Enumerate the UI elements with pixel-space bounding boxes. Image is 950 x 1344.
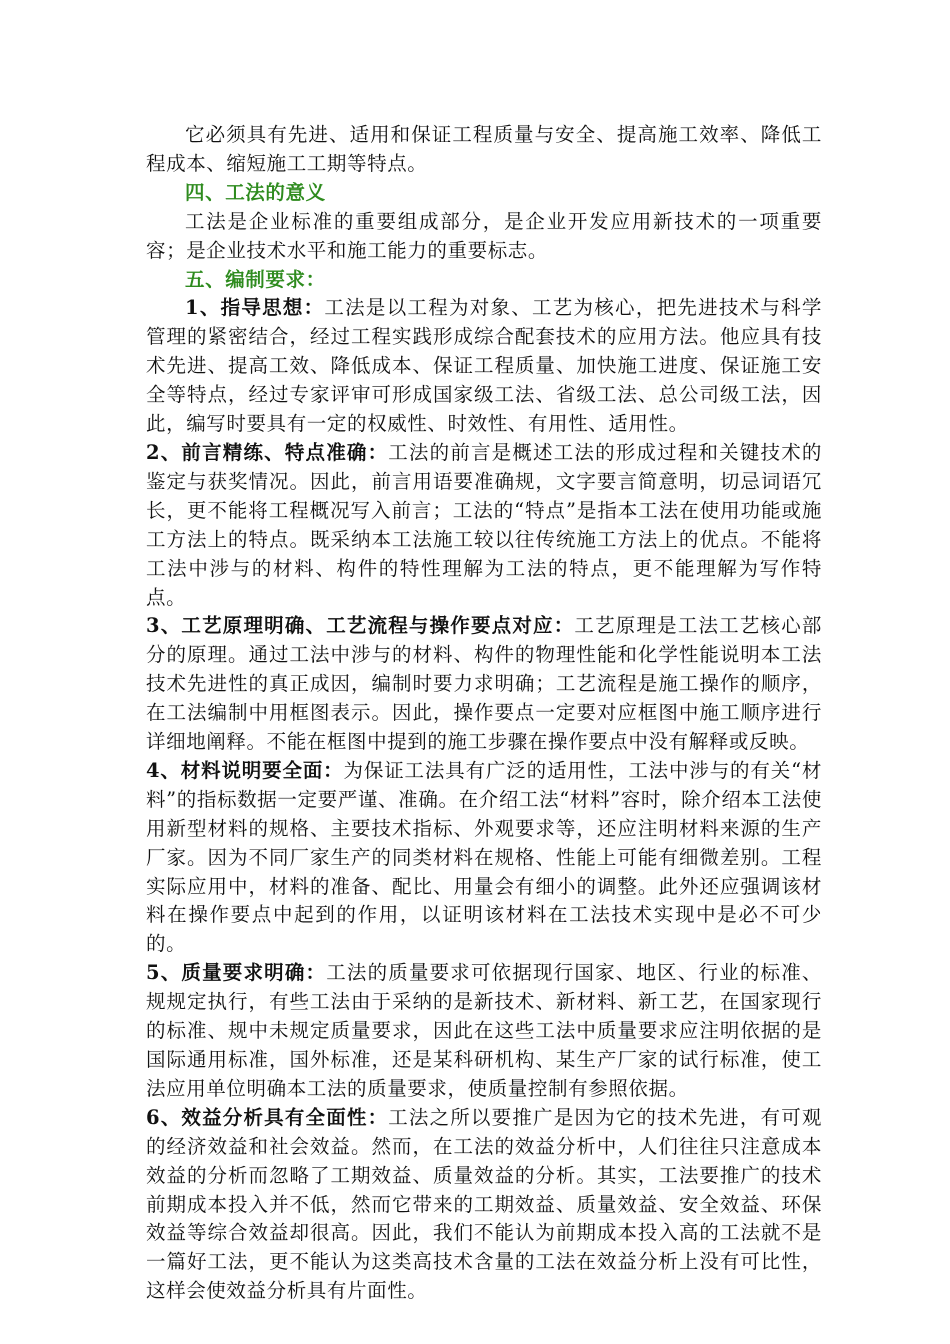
section-four-heading: 四、工法的意义 [185,180,326,204]
requirement-item-3 [146,612,822,757]
requirement-item-4-lead: 4、材料说明要全面： [146,758,344,782]
requirement-item-3-text: 工艺原理是工法工艺核心部分的原理。通过工法中涉与的材料、构件的物理性能和化学性能说明本工法技术先进性的真正成因，编制时要力求明确；工艺流程是施工操作的顺序，在工法编制中用框图表示。因此，操作要点一定要对应框图中施工顺序进行详细地阐释。不能在框图中提到的施工步骤在操作要点中没有解释或反映。 [146,614,823,754]
requirement-item-2-text: 工法的前言是概述工法的形成过程和关键技术的鉴定与获奖情况。因此，前言用语要准确规，文字要言简意明，切忌词语冗长，更不能将工程概况写入前言；工法的“特点”是指本工法在使用功能或施工方法上的特点。既采纳本工法施工较以往传统施工方法上的优点。不能将工法中涉与的材料、构件的特性理解为工法的特点，更不能理解为写作特点。 [146,440,822,609]
document-body [146,121,822,1306]
requirement-item-6 [146,1104,822,1306]
requirement-item-2 [146,439,822,612]
requirement-item-5 [146,959,822,1104]
requirement-item-6-text: 工法之所以要推广是因为它的技术先进，有可观的经济效益和社会效益。然而，在工法的效益分析中，人们往往只注意成本效益的分析而忽略了工期效益、质量效益的分析。其实，工法要推广的技术前期成本投入并不低，然而它带来的工期效益、质量效益、安全效益、环保效益等综合效益却很高。因此，我们不能认为前期成本投入高的工法就不是一篇好工法，更不能认为这类高技术含量的工法在效益分析上没有可比性，这样会使效益分析具有片面性。 [146,1105,822,1303]
requirement-item-4-text: 为保证工法具有广泛的适用性，工法中涉与的有关“材料”的指标数据一定要严谨、准确。在介绍工法“材料”容时，除介绍本工法使用新型材料的规格、主要技术指标、外观要求等，还应注明材料来源的生产厂家。因为不同厂家生产的同类材料在规格、性能上可能有细微差别。工程实际应用中，材料的准备、配比、用量会有细小的调整。此外还应强调该材料在操作要点中起到的作用，以证明该材料在工法技术实现中是必不可少的。 [146,758,822,956]
requirement-item-5-text: 工法的质量要求可依据现行国家、地区、行业的标准、规规定执行，有些工法由于采纳的是新技术、新材料、新工艺，在国家现行的标准、规中未规定质量要求，因此在这些工法中质量要求应注明依据的是国际通用标准，国外标准，还是某科研机构、某生产厂家的试行标准，使工法应用单位明确本工法的质量要求，使质量控制有参照依据。 [146,961,823,1100]
section-five-heading: 五、编制要求： [185,267,326,291]
requirement-item-5-lead: 5、质量要求明确： [146,961,327,985]
requirement-item-6-lead: 6、效益分析具有全面性： [146,1105,389,1129]
intro-paragraph: 它必须具有先进、适用和保证工程质量与安全、提高施工效率、降低工程成本、缩短施工工期等特点。 [146,123,822,175]
requirement-item-2-lead: 2、前言精练、特点准确： [146,440,389,464]
requirement-item-3-lead: 3、工艺原理明确、工艺流程与操作要点对应： [146,614,575,638]
requirement-item-1 [146,294,822,439]
requirement-item-1-lead: 1、指导思想： [185,296,325,320]
section-four-paragraph: 工法是企业标准的重要组成部分，是企业开发应用新技术的一项重要容；是企业技术水平和施工能力的重要标志。 [146,209,822,262]
requirement-item-4 [146,757,822,959]
requirement-item-1-text: 工法是以工程为对象、工艺为核心，把先进技术与科学管理的紧密结合，经过工程实践形成综合配套技术的应用方法。他应具有技术先进、提高工效、降低成本、保证工程质量、加快施工进度、保证施工安全等特点，经过专家评审可形成国家级工法、省级工法、总公司级工法，因此，编写时要具有一定的权威性、时效性、有用性、适用性。 [146,296,822,436]
